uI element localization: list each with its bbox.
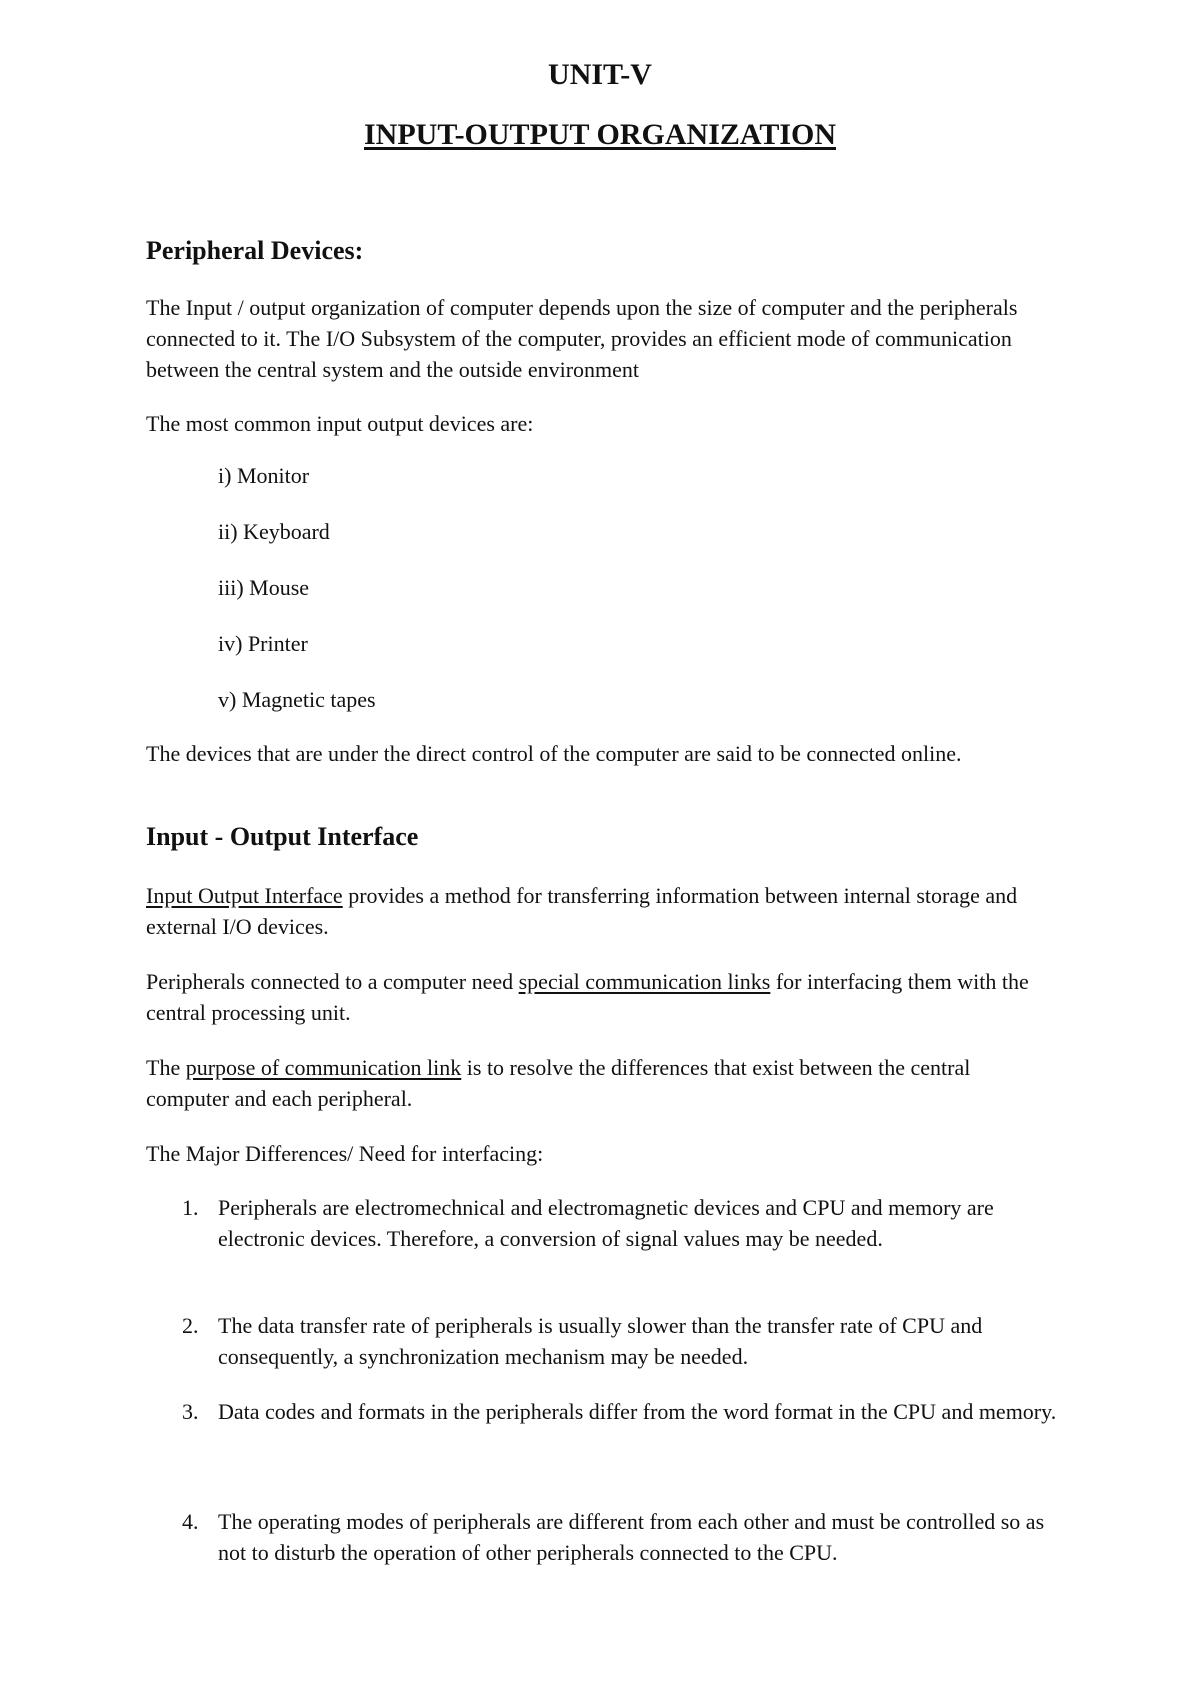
difference-list-item: 2. The data transfer rate of peripherals is usually slower than the transfer rate of CPU and consequently, a synchronization mechanism may be needed. bbox=[182, 1313, 983, 1369]
difference-list-item: 4. The operating modes of peripherals are different from each other and must be controlled so as not to disturb the operation of other peripherals connected to the CPU. bbox=[182, 1509, 1045, 1565]
communication-purpose-term: purpose of communication link bbox=[185, 1055, 462, 1080]
peripheral-devices-heading: Peripheral Devices: bbox=[146, 236, 364, 265]
difference-list-item: 3. Data codes and formats in the peripherals differ from the word format in the CPU and memory. bbox=[182, 1399, 1057, 1424]
online-devices-paragraph: The devices that are under the direct control of the computer are said to be connected online. bbox=[146, 741, 962, 766]
communication-links-paragraph: Peripherals connected to a computer need special communication links for interfacing them with the central processing unit. bbox=[146, 969, 1029, 1025]
device-list-item: iii) Mouse bbox=[218, 575, 310, 600]
communication-purpose-paragraph: The purpose of communication link is to resolve the differences that exist between the central computer and each peripheral. bbox=[146, 1055, 971, 1111]
devices-list-intro: The most common input output devices are: bbox=[146, 411, 534, 436]
device-list-item: ii) Keyboard bbox=[218, 519, 330, 544]
page-title: INPUT-OUTPUT ORGANIZATION bbox=[363, 118, 837, 151]
io-interface-term: Input Output Interface bbox=[146, 883, 343, 908]
peripheral-intro-paragraph: The Input / output organization of computer depends upon the size of computer and the peripherals connected to it. The I/O Subsystem of the computer, provides an efficient mode of communication between the central system and the outside environment bbox=[146, 295, 1018, 382]
device-list-item: v) Magnetic tapes bbox=[218, 687, 376, 712]
difference-list-item: 1. Peripherals are electromechnical and electromagnetic devices and CPU and memory are electronic devices. Therefore, a conversion of signal values may be needed. bbox=[182, 1195, 994, 1251]
device-list-item: iv) Printer bbox=[218, 631, 308, 656]
io-interface-heading: Input - Output Interface bbox=[146, 822, 419, 851]
differences-intro: The Major Differences/ Need for interfacing: bbox=[146, 1141, 544, 1166]
communication-links-term: special communication links bbox=[518, 969, 771, 994]
io-interface-paragraph: Input Output Interface provides a method for transferring information between internal storage and external I/O devices. bbox=[146, 883, 1018, 939]
unit-title: UNIT-V bbox=[548, 58, 652, 91]
device-list-item: i) Monitor bbox=[218, 463, 310, 488]
